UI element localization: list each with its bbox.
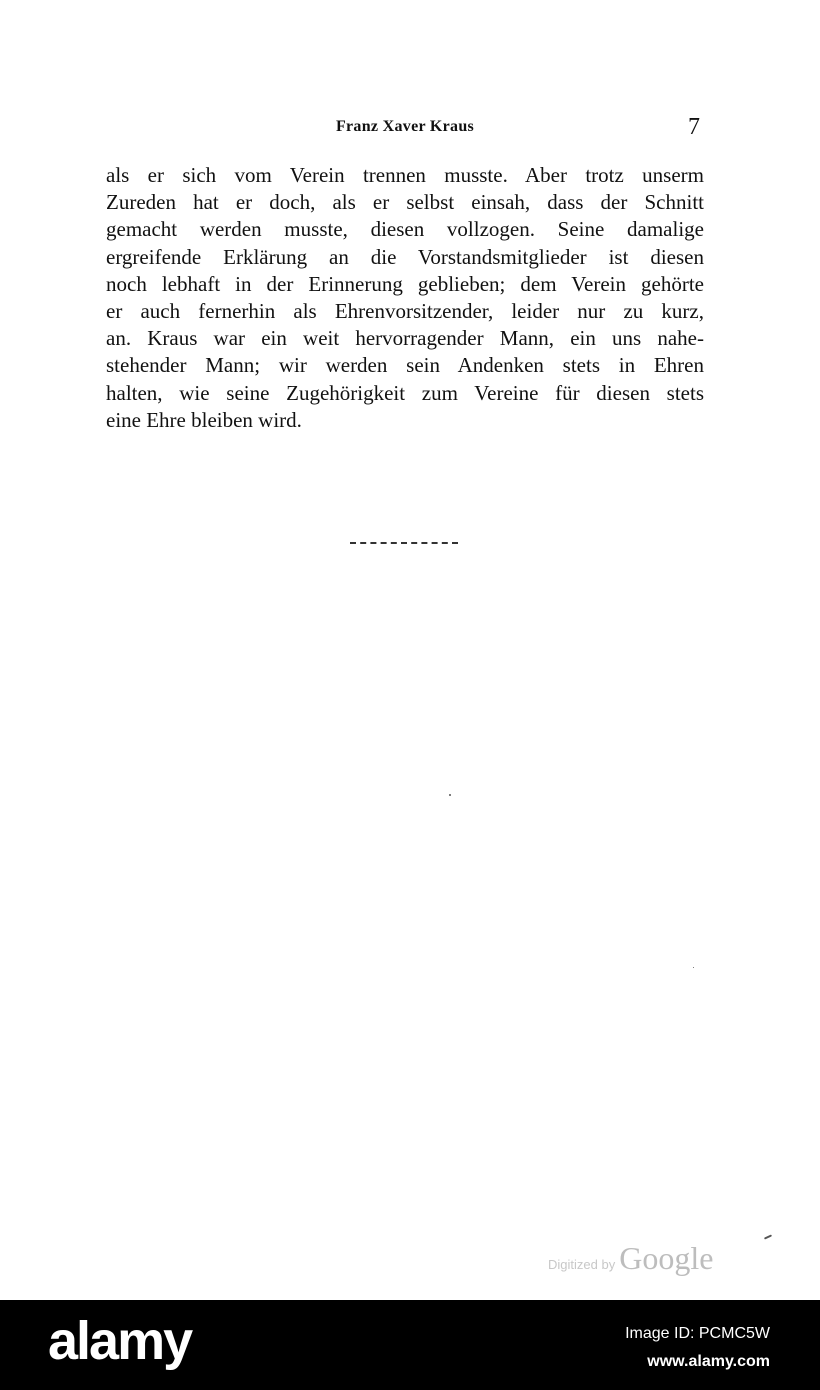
image-id-label: Image ID: PCMC5W xyxy=(625,1325,770,1342)
scan-speck xyxy=(693,967,694,968)
text-line: er auch fernerhin als Ehrenvorsitzender, leider nur zu kurz, xyxy=(106,299,704,324)
google-wordmark: Google xyxy=(619,1240,714,1276)
text-line: Zureden hat er doch, als er selbst einsah, dass der Schnitt xyxy=(106,190,704,215)
text-line: noch lebhaft in der Erinnerung geblieben; dem Verein gehörte xyxy=(106,271,704,296)
body-paragraph xyxy=(106,162,704,434)
text-line: an. Kraus war ein weit hervorragender Mann, ein uns nahe- xyxy=(106,326,704,351)
page-number: 7 xyxy=(688,114,700,140)
text-line: stehender Mann; wir werden sein Andenken stets in Ehren xyxy=(106,353,704,378)
text-line: ergreifende Erklärung an die Vorstandsmitglieder ist diesen xyxy=(106,244,704,269)
text-line: halten, wie seine Zugehörigkeit zum Vereine für diesen stets xyxy=(106,380,704,405)
digitized-by-label: Digitized by xyxy=(548,1257,616,1272)
running-title: Franz Xaver Kraus xyxy=(335,118,475,135)
alamy-logo: alamy xyxy=(48,1311,192,1371)
stock-image-info xyxy=(625,1320,770,1376)
section-end-rule xyxy=(350,542,458,544)
scan-speck xyxy=(449,794,451,796)
text-line: eine Ehre bleiben wird. xyxy=(106,407,302,432)
text-line: gemacht werden musste, diesen vollzogen. Seine damalige xyxy=(106,217,704,242)
text-line: als er sich vom Verein trennen musste. Aber trotz unserm xyxy=(106,163,704,187)
scan-speck xyxy=(764,1234,772,1239)
stock-photo-footer xyxy=(0,1300,820,1390)
stock-url: www.alamy.com xyxy=(647,1353,770,1370)
running-header xyxy=(0,114,820,144)
digitized-watermark xyxy=(548,1240,713,1280)
